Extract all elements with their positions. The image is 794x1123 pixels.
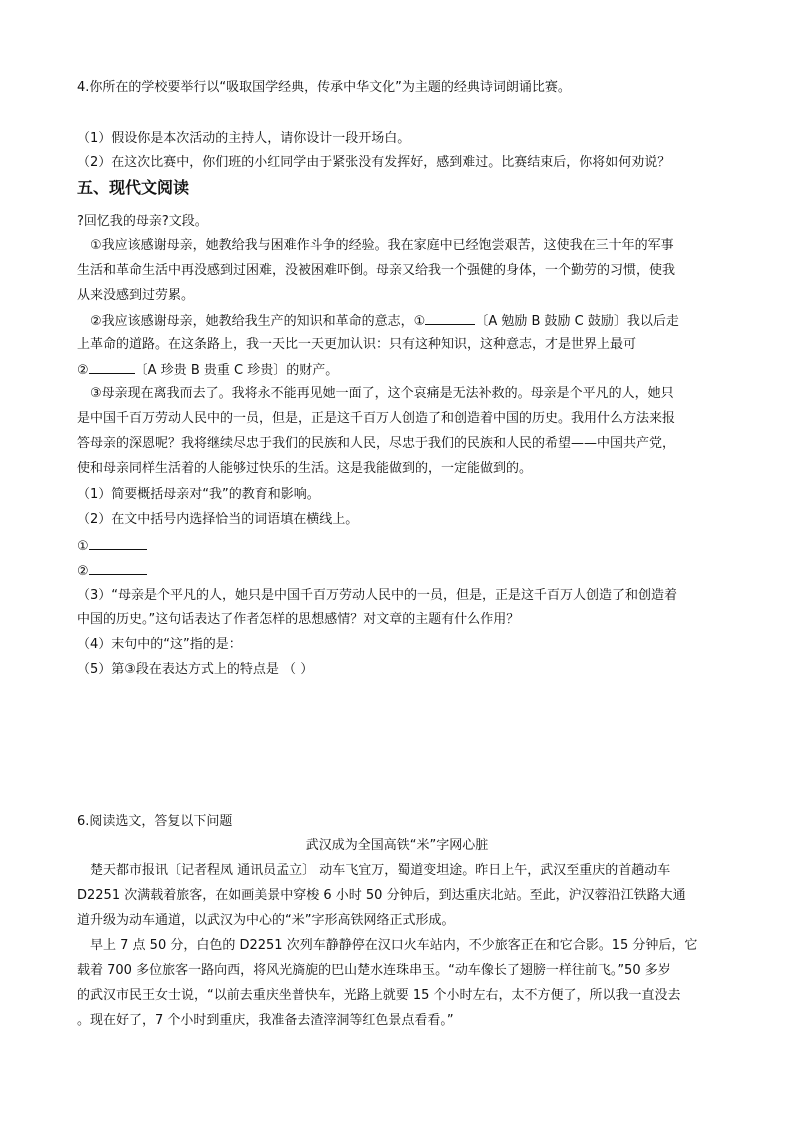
q6-stem: 6.阅读选文，答复以下问题 <box>77 814 233 829</box>
paragraph-1-line: ①我应该感谢母亲，她教给我与困难作斗争的经验。我在家庭中已经饱尝艰苦，这使我在三十年的军事 <box>77 238 674 253</box>
question-3-line: 中国的历史。”这句话表达了作者怎样的思想感情？对文章的主题有什么作用？ <box>77 612 520 627</box>
article-line: 楚天都市报讯〔记者程凤 通讯员孟立〕 动车飞宜万，蜀道变坦途。昨日上午，武汉至重庆的首趟动车 <box>77 863 671 878</box>
article-title: 武汉成为全国高铁“米”字网心脏 <box>305 838 489 853</box>
q4-sub1: （1）假设你是本次活动的主持人，请你设计一段开场白。 <box>77 131 411 146</box>
blank-underline <box>425 312 475 325</box>
blank-underline[interactable] <box>89 537 147 550</box>
paragraph-2-line <box>77 361 338 379</box>
article-line: D2251 次满载着旅客，在如画美景中穿梭 6 小时 50 分钟后，到达重庆北站。至此，沪汉蓉沿江铁路大通 <box>77 888 686 903</box>
q4-sub2: （2）在这次比赛中，你们班的小红同学由于紧张没有发挥好，感到难过。比赛结束后，你将如何劝说？ <box>77 155 671 170</box>
paragraph-2-text: ②我应该感谢母亲，她教给我生产的知识和革命的意志，① <box>77 314 426 329</box>
blank-underline <box>89 361 135 374</box>
paragraph-3-line: 是中国千百万劳动人民中的一员，但是，正是这千百万人创造了和创造着中国的历史。我用什么方法来报 <box>77 411 676 426</box>
answer-blank-1 <box>77 537 147 555</box>
article-line: 道升级为动车通道，以武汉为中心的“米”字形高铁网络正式形成。 <box>77 913 455 928</box>
paragraph-3-line: ③母亲现在离我而去了。我将永不能再见她一面了，这个哀痛是无法补救的。母亲是个平凡的人，她只 <box>77 386 674 401</box>
article-line: 早上 7 点 50 分，白色的 D2251 次列车静静停在汉口火车站内，不少旅客正在和它合影。15 分钟后，它 <box>77 938 698 953</box>
q4-stem: 4.你所在的学校要举行以“吸取国学经典，传承中华文化”为主题的经典诗词朗诵比赛。 <box>77 80 571 95</box>
question-2: （2）在文中括号内选择恰当的词语填在横线上。 <box>77 512 359 527</box>
question-4: （4）末句中的“这”指的是： <box>77 637 242 652</box>
blank-underline[interactable] <box>89 562 147 575</box>
paragraph-2-line: 上革命的道路。在这条路上，我一天比一天更加认识：只有这种知识，这种意志，才是世界上最可 <box>77 337 637 352</box>
blank-marker: ② <box>77 564 89 579</box>
blank-marker: ② <box>77 363 89 378</box>
paragraph-2-choices: 〔A 勉励 B 鼓励 C 鼓励〕我以后走 <box>475 314 679 329</box>
article-line: 的武汉市民王女士说，“以前去重庆坐普快车，光路上就要 15 个小时左右，太不方便了，所以我一直没去 <box>77 988 681 1003</box>
paragraph-1-line: 从来没感到过劳累。 <box>77 288 195 303</box>
paragraph-3-line: 使和母亲同样生活着的人能够过快乐的生活。这是我能做到的，一定能做到的。 <box>77 461 533 476</box>
paragraph-3-line: 答母亲的深恩呢？我将继续尽忠于我们的民族和人民，尽忠于我们的民族和人民的希望——中国共产党， <box>77 436 676 451</box>
article-line: 载着 700 多位旅客一路向西，将风光旖旎的巴山楚水连珠串玉。“动车像长了翅膀一样往前飞。”50 多岁 <box>77 963 671 978</box>
question-1: （1）简要概括母亲对“我”的教育和影响。 <box>77 487 320 502</box>
section-heading: 五、现代文阅读 <box>77 178 190 197</box>
question-5: （5）第③段在表达方式上的特点是 （ ） <box>77 662 314 677</box>
paragraph-2-choices: 〔A 珍贵 B 贵重 C 珍贵〕的财产。 <box>134 363 339 378</box>
paragraph-1-line: 生活和革命生活中再没感到过困难，没被困难吓倒。母亲又给我一个强健的身体，一个勤劳的习惯，使我 <box>77 263 676 278</box>
answer-blank-2 <box>77 562 147 580</box>
blank-marker: ① <box>77 539 89 554</box>
article-line: 。现在好了，7 个小时到重庆，我准备去渣滓洞等红色景点看看。” <box>77 1013 454 1028</box>
paragraph-2-line <box>77 312 679 330</box>
question-3-line: （3）“母亲是个平凡的人，她只是中国千百万劳动人民中的一员，但是，正是这千百万人创造了和创造着 <box>77 588 678 603</box>
passage-intro: ?回忆我的母亲?文段。 <box>77 214 208 229</box>
